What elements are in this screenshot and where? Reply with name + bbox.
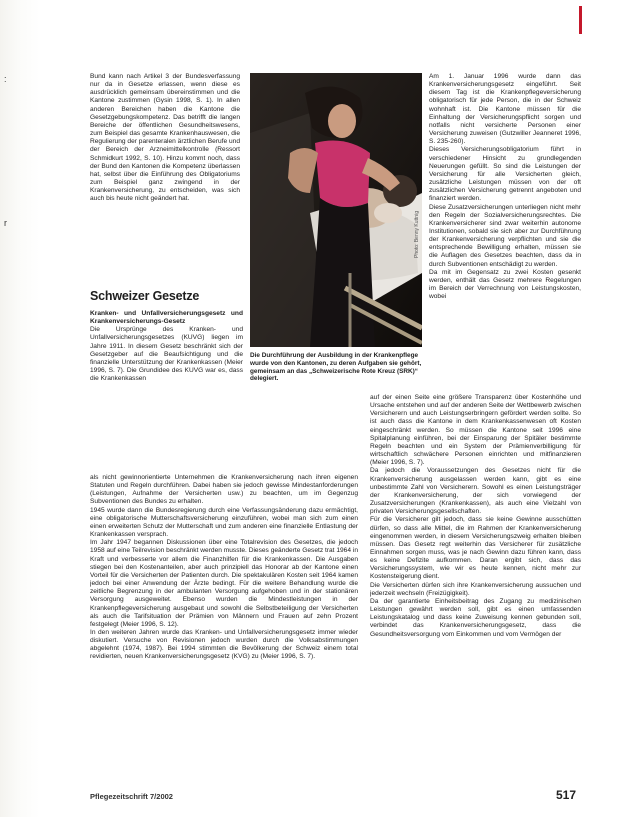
- gutter-mark: r: [4, 218, 7, 228]
- paragraph: Diese Zusatzversicherungen unterliegen nicht mehr den Regeln der Sozialversicherungsrechtes. Die Krankenversicherer sind zwar weiterhin autonome Institutionen, sobald sie sich aber zur Durchführung der Krankenversicherung verpflichten und sie die entsprechende Bewilligung erhalten, müssen sie die Auflagen des Gesetzes beachten, dass da in durch Subventionen entschädigt zu werden.: [429, 203, 581, 268]
- paragraph: als nicht gewinnorientierte Unternehmen die Krankenversicherung nach ihren eigenen Statuten und Regeln durchführen. Dabei haben sie jedoch gewisse Mindestanforderungen (Leistungen, Aufnahme der Versicherten usw.) zu beachten, um im Gegenzug Subventionen des Bundes zu erhalten.: [90, 474, 358, 506]
- paragraph: Dieses Versicherungsobligatorium führt in verschiedener Hinsicht zu grundlegenden Neuerungen gefüllt. So sind die Leistungen der Versicherung für alle Versicherten gleich, zusätzliche Leistungen müssen von der oft zusätzlichen Versicherung getrennt angeboten und finanziert werden.: [429, 146, 581, 203]
- page-number: 517: [556, 788, 577, 802]
- article-column-right: [429, 73, 581, 393]
- paragraph: 1945 wurde dann die Bundesregierung durch eine Verfassungsänderung dazu ermächtigt, eine obligatorische Mutterschaftsversicherung einzuführen, wobei man sich zum einen einen erweiterten Schutz der Mutterschaft und zum anderen eine finanzielle Entlastung der Krankenkassen versprach.: [90, 506, 358, 539]
- paragraph: Am 1. Januar 1996 wurde dann das Krankenversicherungsgesetz eingeführt. Seit diesem Tag ist die Krankenpflegeversicherung obligatorisch für jede Person, die in der Schweiz wohnhaft ist. Die Kantone müssen für die Einhaltung der Versicherungspflicht sorgen und notfalls nicht versicherte Personen einer Versicherung zuweisen (Gutzwiller Jeanneret 1996, S. 235-260).: [429, 73, 581, 146]
- paragraph: Bund kann nach Artikel 3 der Bundesverfassung nur da in Gesetze erlassen, wenn diese es ausdrücklich gemeinsam übereinstimmen und die Kantone zustimmen (Gysin 1998, S. 1). In allen anderen Bereichen haben die Kantone die Gesetzgebungskompetenz. Das betrifft die langen Bereiche der öffentlichen Gesundheitswesens, zum Beispiel das gesamte Krankenhauswesen, die Regulierung der parenteralen ärztlichen Berufe und der Bereich der Arzneimittelkontrolle (Ressort Schmidkurt 1992, S. 10). Hinzu kommt noch, dass der Bund den Kantonen die Kompetenz überlassen hat, selbst über die Einführung des Obligatoriums zum Beispiel ganz zwingend in der Krankenversicherung, zu entscheiden, was sich auch bis heute nicht geändert hat.: [90, 73, 240, 203]
- paragraph: Da der garantierte Einheitsbeitrag des Zugang zu medizinischen Leistungen gewährt werden soll, gibt es einen umfassenden Leistungskatalog und dass keine Zuweisung kennen gebunden soll, verbindet das Krankenversicherungsgesetz, dass die Gesundheitsversorgung vom Einkommen und vom Vermögen der: [370, 597, 581, 638]
- paragraph: In den weiteren Jahren wurde das Kranken- und Unfallversicherungsgesetz immer wieder diskutiert. Versuche von Revisionen jedoch wurden durch die Volksabstimmungen abgelehnt (1974, 1987). Bei 1994 stimmten die Bevölkerung der Schweiz einem total revidierten, neuen Krankenversicherungsgesetz (KVG) zu (Meier 1996, S. 7).: [90, 628, 358, 661]
- paragraph: Da mit im Gegensatz zu zwei Kosten gesenkt werden, enthält das Gesetz mehrere Regelungen im Bereich der Verrechnung von Leistungskosten, wobei: [429, 268, 581, 301]
- paragraph: Im Jahr 1947 begannen Diskussionen über eine Totalrevision des Gesetzes, die jedoch 1958 auf eine Teilrevision beschränkt werden musste. Dieses geänderte Gesetz trat 1964 in Kraft und verbesserte vor allem die Finanzhilfen für die Krankenkassen. Die Ausgaben stiegen bei den Kostenanteilen, aber auch prinzipiell das Honorar ab der Kantone einen Vorteil für die Versicherten der Patienten durch. Die spektakulären Kosten seit 1964 kamen jedoch bei einer Anwendung der Ärzte bedingt. Für die weitere Behandlung wurde die zeitliche Begrenzung in der ambulanten Versorgung aufgehoben und in der stationären Versorgung ausgeweitet. Ebenso wurden die Mindestleistungen in der Krankenpflegeversicherung ausgebaut und sowohl die Selbstbeteiligung der Versicherten als auch die Tarifsituation der Prämien von Männern und Frauen auf zehn Prozent festgelegt (Meier 1996, S. 12).: [90, 539, 358, 628]
- paragraph: Die Versicherten dürfen sich ihre Krankenversicherung aussuchen und jederzeit wechseln (Freizügigkeit).: [370, 581, 581, 597]
- paragraph: Die Ursprünge des Kranken- und Unfallversicherungsgesetzes (KUVG) liegen im Jahre 1911. In diesem Gesetz beschränkt sich der Gesetzgeber auf die Beaufsichtigung und die finanzielle Unterstützung der Krankenkassen (Meier 1996, S. 7). Die Grundidee des KUVG war es, dass die Krankenkassen: [90, 326, 243, 383]
- article-photo: [250, 73, 422, 347]
- section-heading: Schweizer Gesetze: [90, 289, 200, 303]
- article-column-left-lower: [90, 310, 243, 473]
- article-column-wide-right: [370, 394, 581, 779]
- photo-credit: Photo: Benny Kuttnig: [414, 211, 420, 258]
- subheading: Kranken- und Unfallversicherungsgesetz und Krankenversicherungs-Gesetz: [90, 310, 243, 326]
- article-column-wide-left: [90, 474, 358, 774]
- article-column-left-top: [90, 73, 240, 283]
- paragraph: Für die Versicherer gilt jedoch, dass sie keine Gewinne ausschütten dürfen, so dass alle Mittel, die im Rahmen der Krankenversicherung eingenommen werden, in diesem Versicherungszweig erhalten bleiben müssen. Das Gesetz regt weiterhin das Versicherer für zusätzliche Einnahmen sorgen muss, was je nach Gewinn dazu führen kann, dass es keine Defizite aufkommen. Daran ergibt sich, dass das Versicherungssystem, wie wir es heute kennen, nicht mehr zur Kostensteigerung dient.: [370, 516, 581, 581]
- photo-illustration: [250, 73, 422, 347]
- paragraph: auf der einen Seite eine größere Transparenz über Kostenhöhe und Ursache entstehen und auf der anderen Seite der Wettbewerb zwischen Versicherern und auch Leistungserbringern gefördert werden sollte. So ist auch dass die Kantone in dem Krankenkassenwesen oft Kosten eingeschränkt werden. So müssen die Kantone seit 1996 eine Spitalplanung einführen, bei der Einsparung der Spitäler bestimmte Regeln beachten und ein System der Prämienverbilligung für wirtschaftlich schwächere Personen einrichten und mitfinanzieren (Meier 1996, S. 7).: [370, 394, 581, 467]
- gutter-mark: :: [4, 74, 7, 84]
- paragraph: Da jedoch die Voraussetzungen des Gesetzes nicht für die Krankenversicherung ausgelassen werden kann, gibt es eine unbestimmte Zahl von Versicherern. Sowohl es einen Leistungsträger der Krankenversicherung, der sich vorwiegend der Zusatzversicherungen (Krankenkassen), als auch eine Vielzahl von privaten Versicherungsgesellschaften.: [370, 467, 581, 516]
- red-accent-rule: [579, 6, 582, 34]
- journal-footer: Pflegezeitschrift 7/2002: [90, 792, 173, 801]
- photo-caption: Die Durchführung der Ausbildung in der Krankenpflege wurde von den Kantonen, zu deren Aufgaben sie gehört, gemeinsam an das „Schweizerische Rote Kreuz (SRK)“ delegiert.: [250, 352, 422, 383]
